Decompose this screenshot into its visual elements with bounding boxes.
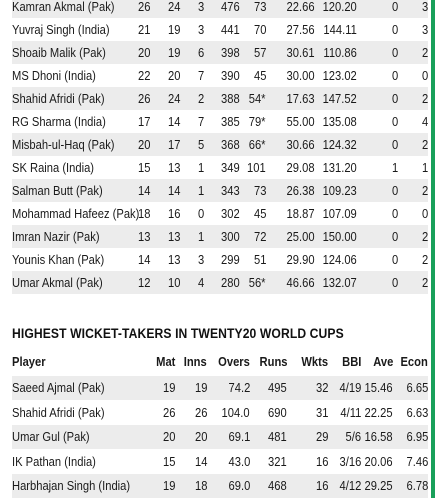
batting-cell-mat: 14: [137, 183, 150, 198]
batting-row: [12, 110, 428, 133]
bowling-cell-mat: 15: [162, 453, 175, 469]
batting-cell-runs: 280: [221, 275, 240, 290]
batting-cell-runs: 299: [221, 252, 240, 267]
bowling-cell-overs: 69.0: [228, 478, 250, 493]
batting-cell-sr: 124.06: [322, 252, 357, 267]
bowling-cell-bbi: 3/16: [339, 453, 361, 469]
batting-cell-hs: 73: [253, 0, 266, 14]
batting-cell-ave: 30.66: [287, 137, 315, 152]
batting-cell-h50: 0: [421, 206, 428, 221]
bowling-cell-player: Harbhajan Singh (India): [12, 478, 131, 493]
batting-cell-h50: 1: [421, 160, 428, 175]
batting-cell-no: 1: [197, 183, 204, 198]
bowling-cell-econ: 6.63: [406, 404, 428, 420]
bowling-cell-runs: 321: [268, 453, 287, 469]
batting-cell-h100: 0: [391, 275, 398, 290]
batting-cell-sr: 120.20: [322, 0, 357, 14]
batting-cell-sr: 123.02: [322, 68, 357, 83]
bowling-cell-runs: 481: [268, 429, 287, 444]
bowling-cell-wkts: 16: [315, 478, 328, 493]
batting-cell-sr: 107.09: [322, 206, 357, 221]
batting-cell-mat: 14: [137, 252, 150, 267]
batting-cell-h50: 2: [421, 252, 428, 267]
green-edge-bar: [431, 0, 435, 498]
batting-cell-inns: 24: [167, 91, 180, 106]
bowling-row: [12, 450, 428, 474]
batting-cell-inns: 13: [167, 229, 180, 244]
batting-cell-sr: 147.52: [322, 91, 357, 106]
batting-cell-hs: 54*: [249, 91, 266, 106]
batting-cell-sr: 144.11: [323, 22, 357, 37]
header-inns: Inns: [184, 354, 207, 369]
batting-cell-ave: 27.56: [287, 22, 315, 37]
batting-cell-mat: 13: [137, 229, 150, 244]
batting-cell-mat: 20: [137, 45, 150, 60]
batting-cell-player: Misbah-ul-Haq (Pak): [12, 137, 115, 152]
bowling-row: [12, 376, 428, 400]
batting-cell-hs: 57: [253, 45, 266, 60]
batting-cell-hs: 45: [253, 68, 266, 83]
batting-cell-sr: 150.00: [322, 229, 357, 244]
batting-cell-ave: 30.00: [287, 68, 315, 83]
batting-cell-ave: 30.61: [287, 45, 315, 60]
batting-cell-mat: 12: [137, 275, 150, 290]
batting-row: [12, 0, 428, 18]
bowling-cell-overs: 69.1: [228, 429, 250, 444]
batting-cell-no: 4: [197, 275, 204, 290]
batting-cell-h50: 2: [421, 275, 428, 290]
bowling-cell-runs: 690: [268, 404, 287, 420]
batting-cell-no: 3: [197, 22, 204, 37]
batting-cell-inns: 19: [167, 45, 180, 60]
header-runs: Runs: [259, 354, 287, 369]
bowling-cell-ave: 16.58: [365, 429, 393, 444]
batting-cell-ave: 25.00: [287, 229, 315, 244]
batting-cell-sr: 135.08: [322, 114, 357, 129]
batting-row: [12, 18, 428, 41]
batting-cell-ave: 22.66: [287, 0, 315, 14]
batting-cell-no: 3: [197, 0, 204, 14]
batting-cell-ave: 26.38: [287, 183, 315, 198]
batting-cell-hs: 72: [253, 229, 266, 244]
batting-cell-no: 6: [197, 45, 204, 60]
bowling-cell-player: Umar Gul (Pak): [12, 429, 90, 444]
batting-row: [12, 41, 428, 64]
batting-cell-inns: 14: [167, 183, 180, 198]
batting-cell-inns: 20: [167, 68, 180, 83]
batting-cell-player: Salman Butt (Pak): [12, 183, 103, 198]
bowling-cell-bbi: 4/12: [339, 478, 361, 493]
bowling-cell-mat: 19: [162, 380, 175, 395]
batting-cell-h100: 0: [391, 229, 398, 244]
batting-cell-sr: 132.07: [322, 275, 357, 290]
batting-cell-runs: 343: [221, 183, 240, 198]
bowling-cell-player: Shahid Afridi (Pak): [12, 404, 105, 420]
bowling-cell-player: IK Pathan (India): [12, 453, 96, 469]
bowling-row: [12, 474, 428, 498]
batting-cell-hs: 45: [253, 206, 266, 221]
batting-cell-no: 5: [197, 137, 204, 152]
batting-cell-player: Younis Khan (Pak): [12, 252, 105, 267]
batting-cell-runs: 390: [221, 68, 240, 83]
batting-cell-h100: 0: [391, 252, 398, 267]
header-ave: Ave: [372, 354, 393, 369]
batting-cell-h100: 0: [391, 91, 398, 106]
bowling-cell-wkts: 32: [315, 380, 328, 395]
header-mat: Mat: [155, 354, 175, 369]
bowling-cell-wkts: 31: [315, 404, 328, 420]
batting-cell-h50: 2: [421, 91, 428, 106]
bowling-section-title: HIGHEST WICKET-TAKERS IN TWENTY20 WORLD CUPS: [12, 326, 344, 341]
batting-cell-h50: 3: [421, 22, 428, 37]
batting-cell-mat: 26: [137, 91, 150, 106]
bowling-cell-overs: 74.2: [228, 380, 250, 395]
batting-cell-sr: 109.23: [322, 183, 357, 198]
bowling-cell-inns: 14: [194, 453, 207, 469]
bowling-cell-econ: 6.78: [406, 478, 428, 493]
batting-cell-no: 2: [197, 91, 204, 106]
bowling-cell-ave: 29.25: [365, 478, 393, 493]
batting-cell-runs: 398: [221, 45, 240, 60]
bowling-cell-mat: 20: [162, 429, 175, 444]
batting-cell-inns: 24: [167, 0, 180, 14]
bowling-cell-inns: 18: [194, 478, 207, 493]
batting-cell-runs: 476: [221, 0, 240, 14]
bowling-cell-overs: 104.0: [222, 404, 250, 420]
batting-cell-mat: 21: [137, 22, 150, 37]
bowling-cell-ave: 15.46: [365, 380, 393, 395]
batting-row: [12, 202, 428, 225]
batting-cell-no: 7: [197, 114, 204, 129]
batting-cell-mat: 22: [137, 68, 150, 83]
batting-cell-sr: 124.32: [322, 137, 357, 152]
batting-cell-ave: 18.87: [287, 206, 315, 221]
batting-row: [12, 248, 428, 271]
header-overs: Overs: [218, 354, 250, 369]
batting-cell-no: 0: [197, 206, 204, 221]
header-wkts: Wkts: [301, 354, 328, 369]
bowling-header-row: [12, 350, 428, 374]
bowling-cell-bbi: 4/11: [340, 404, 361, 420]
batting-cell-hs: 79*: [249, 114, 266, 129]
batting-cell-inns: 13: [167, 160, 180, 175]
bowling-cell-bbi: 5/6: [345, 429, 361, 444]
batting-cell-runs: 300: [221, 229, 240, 244]
batting-cell-h50: 2: [421, 45, 428, 60]
batting-cell-inns: 17: [167, 137, 180, 152]
batting-cell-inns: 13: [167, 252, 180, 267]
bowling-row: [12, 425, 428, 449]
batting-cell-runs: 302: [221, 206, 240, 221]
bowling-cell-ave: 20.06: [365, 453, 393, 469]
batting-cell-no: 7: [197, 68, 204, 83]
batting-cell-ave: 29.08: [287, 160, 315, 175]
bowling-cell-wkts: 29: [315, 429, 328, 444]
batting-cell-h100: 1: [391, 160, 398, 175]
batting-cell-hs: 101: [247, 160, 266, 175]
bowling-cell-mat: 19: [162, 478, 175, 493]
bowling-cell-runs: 495: [268, 380, 287, 395]
batting-row: [12, 179, 428, 202]
batting-cell-inns: 10: [167, 275, 180, 290]
header-econ: Econ: [400, 354, 428, 369]
batting-cell-player: Kamran Akmal (Pak): [12, 0, 115, 14]
bowling-cell-runs: 468: [268, 478, 287, 493]
batting-cell-player: RG Sharma (India): [12, 114, 106, 129]
bowling-cell-econ: 6.95: [406, 429, 428, 444]
batting-cell-runs: 368: [221, 137, 240, 152]
batting-cell-player: Umar Akmal (Pak): [12, 275, 103, 290]
batting-cell-h100: 0: [391, 68, 398, 83]
bowling-cell-ave: 22.25: [365, 404, 393, 420]
batting-cell-mat: 26: [137, 0, 150, 14]
batting-cell-h100: 0: [391, 183, 398, 198]
bowling-cell-bbi: 4/19: [339, 380, 361, 395]
batting-cell-ave: 55.00: [287, 114, 315, 129]
bowling-cell-overs: 43.0: [228, 453, 250, 469]
bowling-cell-inns: 26: [194, 404, 207, 420]
batting-cell-mat: 18: [137, 206, 150, 221]
batting-cell-player: Shoaib Malik (Pak): [12, 45, 106, 60]
batting-cell-mat: 17: [137, 114, 150, 129]
batting-cell-sr: 110.86: [323, 45, 357, 60]
batting-cell-sr: 131.20: [322, 160, 357, 175]
batting-cell-hs: 66*: [249, 137, 266, 152]
batting-cell-player: Mohammad Hafeez (Pak): [12, 206, 140, 221]
bowling-cell-player: Saeed Ajmal (Pak): [12, 380, 105, 395]
bowling-cell-wkts: 16: [315, 453, 328, 469]
batting-cell-h50: 2: [421, 229, 428, 244]
batting-cell-inns: 19: [167, 22, 180, 37]
batting-cell-ave: 17.63: [287, 91, 315, 106]
batting-cell-h100: 0: [391, 206, 398, 221]
batting-cell-runs: 441: [221, 22, 240, 37]
batting-cell-hs: 51: [253, 252, 266, 267]
batting-row: [12, 271, 428, 294]
batting-cell-h50: 2: [421, 137, 428, 152]
batting-cell-ave: 46.66: [287, 275, 315, 290]
batting-cell-player: Shahid Afridi (Pak): [12, 91, 105, 106]
batting-cell-inns: 14: [167, 114, 180, 129]
batting-cell-hs: 70: [253, 22, 266, 37]
batting-cell-h50: 3: [421, 0, 428, 14]
batting-cell-runs: 388: [221, 91, 240, 106]
bowling-cell-econ: 6.65: [406, 380, 428, 395]
batting-cell-player: SK Raina (India): [12, 160, 95, 175]
batting-cell-player: Imran Nazir (Pak): [12, 229, 100, 244]
bowling-cell-inns: 19: [194, 380, 207, 395]
batting-cell-h100: 0: [391, 0, 398, 14]
batting-cell-mat: 20: [137, 137, 150, 152]
batting-row: [12, 225, 428, 248]
batting-cell-no: 1: [197, 229, 204, 244]
batting-cell-h100: 0: [391, 45, 398, 60]
batting-cell-h100: 0: [391, 22, 398, 37]
bowling-cell-inns: 20: [194, 429, 207, 444]
bowling-cell-mat: 26: [162, 404, 175, 420]
batting-cell-h100: 0: [391, 114, 398, 129]
header-bbi: BBI: [341, 354, 361, 369]
batting-row: [12, 87, 428, 110]
bowling-cell-econ: 7.46: [406, 453, 428, 469]
batting-cell-runs: 349: [221, 160, 240, 175]
batting-cell-runs: 385: [221, 114, 240, 129]
batting-cell-hs: 73: [253, 183, 266, 198]
batting-cell-inns: 16: [167, 206, 180, 221]
batting-cell-mat: 15: [137, 160, 150, 175]
batting-cell-player: Yuvraj Singh (India): [12, 22, 110, 37]
batting-cell-no: 3: [197, 252, 204, 267]
batting-cell-no: 1: [197, 160, 204, 175]
batting-cell-h50: 0: [421, 68, 428, 83]
batting-row: [12, 156, 428, 179]
batting-cell-h100: 0: [391, 137, 398, 152]
header-player: Player: [12, 354, 46, 369]
batting-cell-h50: 4: [421, 114, 428, 129]
batting-row: [12, 64, 428, 87]
bowling-row: [12, 401, 428, 425]
batting-cell-ave: 29.90: [287, 252, 315, 267]
batting-row: [12, 133, 428, 156]
batting-cell-hs: 56*: [249, 275, 266, 290]
batting-cell-h50: 2: [421, 183, 428, 198]
batting-cell-player: MS Dhoni (India): [12, 68, 96, 83]
